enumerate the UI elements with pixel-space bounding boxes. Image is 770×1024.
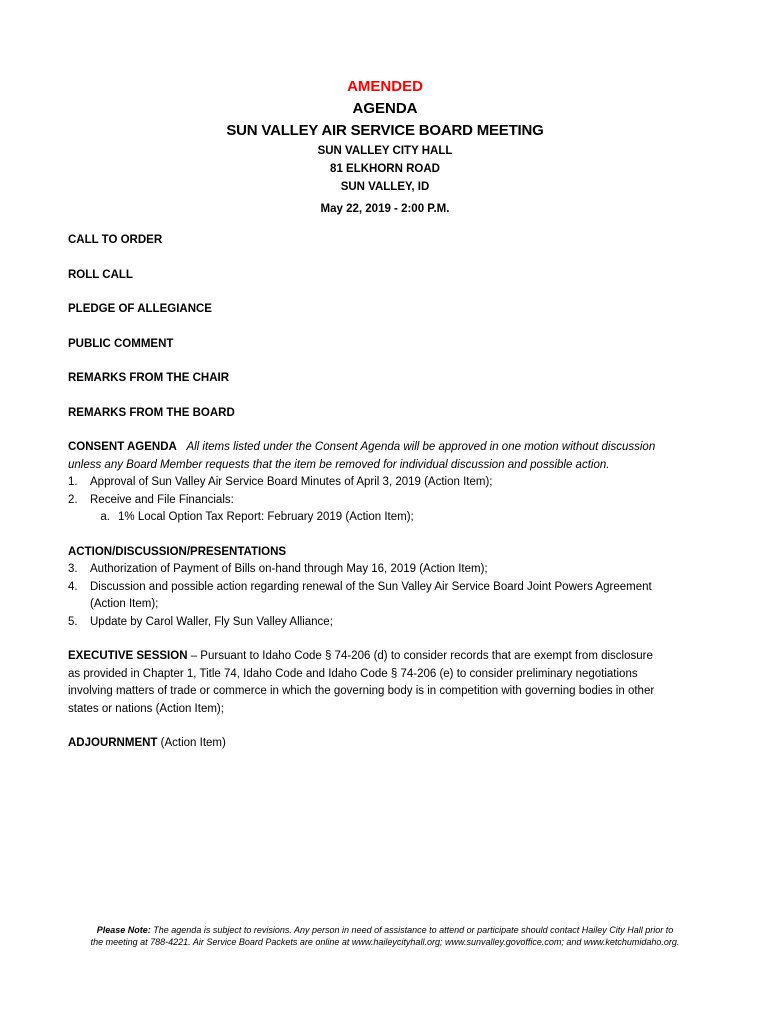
item-number: 4. (68, 580, 78, 593)
item-number: 3. (68, 563, 78, 575)
location-city: SUN VALLEY, ID (340, 181, 430, 193)
subitem-letter: a. (100, 511, 110, 523)
location-name: SUN VALLEY CITY HALL (317, 145, 453, 157)
pledge-of-allegiance: PLEDGE OF ALLEGIANCE (68, 303, 212, 315)
list-item (68, 561, 668, 579)
item-number: 5. (68, 615, 78, 628)
call-to-order: CALL TO ORDER (68, 234, 163, 246)
list-item (68, 492, 668, 510)
footer-label: Please Note: (96, 925, 151, 935)
list-item (68, 474, 668, 492)
consent-note: All items listed under the Consent Agenda will be approved in one motion without discussion unless any Board Member requests that the item be removed for individual discussion and possible action. (68, 441, 656, 471)
consent-agenda (68, 439, 668, 527)
action-heading: ACTION/DISCUSSION/PRESENTATIONS (68, 545, 287, 558)
consent-heading: CONSENT AGENDA (68, 441, 177, 453)
subitem-text: 1% Local Option Tax Report: February 2019 (Action Item); (118, 511, 414, 523)
meeting-date: May 22, 2019 - 2:00 P.M. (320, 203, 450, 215)
agenda-title: AGENDA (352, 100, 418, 117)
remarks-from-board: REMARKS FROM THE BOARD (68, 406, 235, 419)
list-item (68, 614, 668, 632)
item-number: 2. (68, 493, 78, 506)
location-street: 81 ELKHORN ROAD (330, 163, 440, 175)
footer-note (90, 924, 680, 948)
item-text: Discussion and possible action regarding renewal of the Sun Valley Air Service Board Joint Powers Agreement (Action Item); (90, 580, 652, 610)
adjournment (68, 735, 668, 753)
amended-label: AMENDED (347, 78, 423, 95)
item-number: 1. (68, 476, 78, 488)
item-text: Authorization of Payment of Bills on-hand through May 16, 2019 (Action Item); (90, 563, 488, 575)
list-item (68, 579, 668, 614)
remarks-from-chair: REMARKS FROM THE CHAIR (68, 372, 229, 384)
executive-text: – Pursuant to Idaho Code § 74-206 (d) to consider records that are exempt from disclosure as provided in Chapter 1, Title 74, Idaho Code and Idaho Code § 74-206 (e) to consider preliminary negotiations involving matters of trade or commerce in which the governing body is in competition with governing bodies in other states or nations (Action Item); (68, 650, 655, 715)
executive-session (68, 648, 668, 718)
footer-text: The agenda is subject to revisions. Any person in need of assistance to attend or participate should contact Hailey City Hall prior to the meeting at 788-4221. Air Service Board Packets are online at www.haileycityhall.org; www.sunvalley.govoffice.com; and www.ketchumidaho.org. (90, 925, 680, 947)
list-subitem (68, 509, 668, 527)
public-comment: PUBLIC COMMENT (68, 337, 174, 350)
roll-call: ROLL CALL (68, 268, 133, 281)
adjournment-text: (Action Item) (157, 737, 226, 749)
agenda-body (68, 232, 668, 753)
board-meeting-title: SUN VALLEY AIR SERVICE BOARD MEETING (226, 122, 544, 139)
executive-heading: EXECUTIVE SESSION (68, 650, 188, 662)
item-text: Receive and File Financials: (90, 493, 234, 506)
action-discussion-presentations (68, 544, 668, 632)
item-text: Approval of Sun Valley Air Service Board Minutes of April 3, 2019 (Action Item); (90, 476, 493, 488)
agenda-header (0, 76, 770, 218)
item-text: Update by Carol Waller, Fly Sun Valley Alliance; (90, 615, 333, 628)
adjournment-heading: ADJOURNMENT (68, 737, 158, 749)
